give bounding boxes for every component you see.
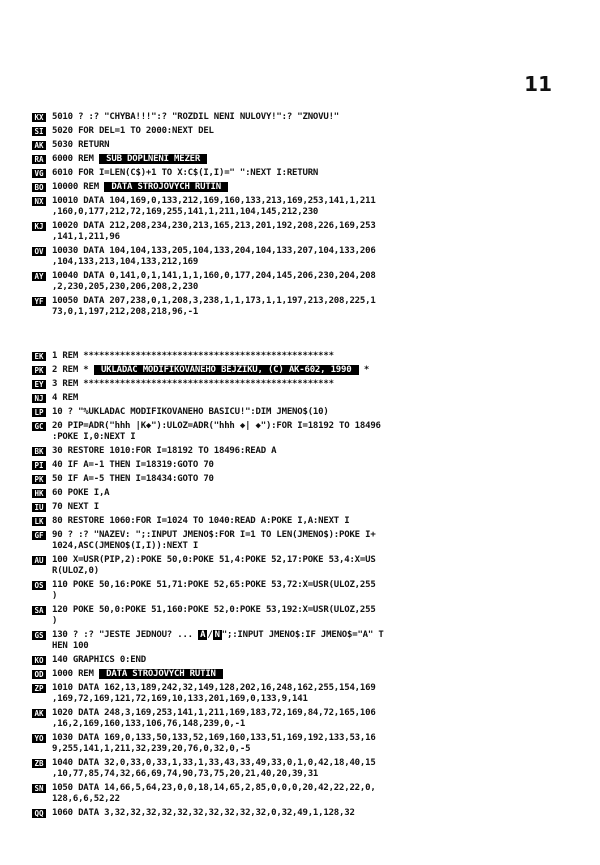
code-line <box>32 474 568 485</box>
checksum-badge: OD <box>32 670 46 679</box>
code-fragment: 10010 DATA 104,169,0,133,212,169,160,133,213,169,253,141,1,211 ,160,0,177,212,72,169,255,141,1,211,104,145,212,230 <box>52 196 376 217</box>
code-line <box>32 733 568 755</box>
code-line <box>32 168 568 179</box>
code-line <box>32 783 568 805</box>
checksum-badge: GC <box>32 422 46 431</box>
code-fragment: 1060 DATA 3,32,32,32,32,32,32,32,32,32,32,0,32,49,1,128,32 <box>52 808 355 818</box>
inverse-text: N <box>214 630 220 640</box>
code-text <box>52 502 568 513</box>
checksum-badge: GS <box>32 631 46 640</box>
checksum-badge: HK <box>32 489 46 498</box>
code-fragment: 1010 DATA 162,13,189,242,32,149,128,202,16,248,162,255,154,169 ,169,72,169,121,72,169,10,133,201,169,0,133,9,141 <box>52 683 376 704</box>
checksum-badge: OV <box>32 247 46 256</box>
checksum-badge: AU <box>32 556 46 565</box>
code-line <box>32 271 568 293</box>
code-text <box>52 379 568 390</box>
code-text <box>52 221 568 243</box>
code-fragment: 3 REM ************************************************ <box>52 379 334 389</box>
code-fragment: 70 NEXT I <box>52 502 99 512</box>
code-line <box>32 421 568 443</box>
code-fragment: 140 GRAPHICS 0:END <box>52 655 146 665</box>
checksum-badge: ZP <box>32 684 46 693</box>
inverse-text: UKLADAC MODIFIKOVANEHO BEJZIKU, (C) AK-602, 1990 <box>95 365 357 375</box>
code-text <box>52 460 568 471</box>
code-text <box>52 516 568 527</box>
code-line <box>32 655 568 666</box>
code-text <box>52 365 568 376</box>
code-text <box>52 808 568 819</box>
checksum-badge: LK <box>32 517 46 526</box>
checksum-badge: VG <box>32 169 46 178</box>
code-line <box>32 808 568 819</box>
code-fragment: 130 ? :? "JESTE JEDNOU? ... <box>52 630 199 640</box>
code-line <box>32 126 568 137</box>
code-fragment: 1000 REM <box>52 669 99 679</box>
code-line <box>32 630 568 652</box>
code-line <box>32 196 568 218</box>
checksum-badge: KJ <box>32 222 46 231</box>
code-text <box>52 271 568 293</box>
code-line <box>32 460 568 471</box>
checksum-badge: QQ <box>32 809 46 818</box>
checksum-badge: BO <box>32 183 46 192</box>
code-text <box>52 112 568 123</box>
code-line <box>32 502 568 513</box>
checksum-badge: PI <box>32 461 46 470</box>
checksum-badge: AK <box>32 709 46 718</box>
code-fragment: 4 REM <box>52 393 79 403</box>
code-fragment: 10 ? "%UKLADAC MODIFIKOVANEHO BASICU!":DIM JMENO$(10) <box>52 407 329 417</box>
code-line <box>32 351 568 362</box>
code-fragment: 30 RESTORE 1010:FOR I=18192 TO 18496:READ A <box>52 446 277 456</box>
checksum-badge: EK <box>32 352 46 361</box>
code-text <box>52 126 568 137</box>
code-fragment: 10030 DATA 104,104,133,205,104,133,204,104,133,207,104,133,206 ,104,133,213,104,133,212,169 <box>52 246 376 267</box>
code-text <box>52 783 568 805</box>
code-fragment: 6000 REM <box>52 154 99 164</box>
checksum-badge: OS <box>32 581 46 590</box>
checksum-badge: PK <box>32 366 46 375</box>
code-fragment: 110 POKE 50,16:POKE 51,71:POKE 52,65:POKE 53,72:X=USR(ULOZ,255 ) <box>52 580 376 601</box>
code-line <box>32 365 568 376</box>
inverse-text: SUB DOPLNENI MEZER <box>100 154 206 164</box>
code-text <box>52 182 568 193</box>
code-text <box>52 421 568 443</box>
code-line <box>32 154 568 165</box>
program-listing-1 <box>32 112 568 321</box>
code-text <box>52 733 568 755</box>
checksum-badge: AY <box>32 272 46 281</box>
code-fragment: 10000 REM <box>52 182 105 192</box>
inverse-text: DATA STROJOVYCH RUTIN <box>100 669 221 679</box>
code-line <box>32 246 568 268</box>
code-fragment: 1030 DATA 169,0,133,50,133,52,169,160,133,51,169,192,133,53,16 9,255,141,1,211,32,239,20,76,0,32,0,-5 <box>52 733 376 754</box>
code-text <box>52 154 568 165</box>
code-line <box>32 379 568 390</box>
code-text <box>52 196 568 218</box>
code-fragment: 5030 RETURN <box>52 140 110 150</box>
checksum-badge: LP <box>32 408 46 417</box>
code-line <box>32 221 568 243</box>
checksum-badge: BK <box>32 447 46 456</box>
code-fragment: 10020 DATA 212,208,234,230,213,165,213,201,192,208,226,169,253 ,141,1,211,96 <box>52 221 376 242</box>
code-line <box>32 708 568 730</box>
code-fragment: / <box>207 630 213 640</box>
code-fragment: 1020 DATA 248,3,169,253,141,1,211,169,183,72,169,84,72,165,106 ,16,2,169,160,133,106,76,148,239,0,-1 <box>52 708 376 729</box>
inverse-text: A <box>200 630 206 640</box>
code-text <box>52 296 568 318</box>
code-text <box>52 168 568 179</box>
code-fragment: 60 POKE I,A <box>52 488 110 498</box>
code-fragment: 100 X=USR(PIP,2):POKE 50,0:POKE 51,4:POKE 52,17:POKE 53,4:X=US R(ULOZ,0) <box>52 555 376 576</box>
checksum-badge: GF <box>32 531 46 540</box>
code-line <box>32 488 568 499</box>
code-text <box>52 669 568 680</box>
page-number: 11 <box>524 72 552 96</box>
program-listing-2 <box>32 351 568 822</box>
code-text <box>52 246 568 268</box>
code-line <box>32 112 568 123</box>
code-fragment: 2 REM * <box>52 365 94 375</box>
checksum-badge: RA <box>32 155 46 164</box>
code-text <box>52 605 568 627</box>
code-text <box>52 474 568 485</box>
code-fragment: 80 RESTORE 1060:FOR I=1024 TO 1040:READ A:POKE I,A:NEXT I <box>52 516 350 526</box>
code-text <box>52 393 568 404</box>
code-text <box>52 446 568 457</box>
code-fragment: 10040 DATA 0,141,0,1,141,1,1,160,0,177,204,145,206,230,204,208 ,2,230,205,230,206,208,2,230 <box>52 271 376 292</box>
code-line <box>32 758 568 780</box>
code-line <box>32 407 568 418</box>
checksum-badge: NX <box>32 197 46 206</box>
code-line <box>32 530 568 552</box>
code-fragment: 1040 DATA 32,0,33,0,33,1,33,1,33,43,33,49,33,0,1,0,42,18,40,15 ,10,77,85,74,32,66,69,74,90,73,75,20,21,40,20,39,31 <box>52 758 376 779</box>
checksum-badge: NJ <box>32 394 46 403</box>
checksum-badge: PK <box>32 475 46 484</box>
code-text <box>52 555 568 577</box>
inverse-text: DATA STROJOVYCH RUTIN <box>106 182 227 192</box>
checksum-badge: ZB <box>32 759 46 768</box>
code-fragment: 5020 FOR DEL=1 TO 2000:NEXT DEL <box>52 126 214 136</box>
checksum-badge: IU <box>32 503 46 512</box>
code-text <box>52 655 568 666</box>
code-fragment: 90 ? :? "NAZEV: ";:INPUT JMENO$:FOR I=1 TO LEN(JMENO$):POKE I+ 1024,ASC(JMENO$(I,I)):NEXT I <box>52 530 376 551</box>
code-line <box>32 555 568 577</box>
code-line <box>32 140 568 151</box>
code-text <box>52 488 568 499</box>
code-fragment: 40 IF A=-1 THEN I=18319:GOTO 70 <box>52 460 214 470</box>
code-text <box>52 140 568 151</box>
code-line <box>32 580 568 602</box>
code-line <box>32 669 568 680</box>
code-line <box>32 446 568 457</box>
code-fragment: 5010 ? :? "CHYBA!!!":? "ROZDIL NENI NULOVY!":? "ZNOVU!" <box>52 112 340 122</box>
checksum-badge: EY <box>32 380 46 389</box>
code-text <box>52 630 568 652</box>
code-line <box>32 516 568 527</box>
code-text <box>52 351 568 362</box>
code-text <box>52 683 568 705</box>
checksum-badge: KO <box>32 656 46 665</box>
checksum-badge: YO <box>32 734 46 743</box>
code-text <box>52 580 568 602</box>
checksum-badge: KX <box>32 113 46 122</box>
code-fragment: 1 REM ************************************************ <box>52 351 334 361</box>
code-text <box>52 407 568 418</box>
code-text <box>52 530 568 552</box>
checksum-badge: AK <box>32 141 46 150</box>
code-fragment: 120 POKE 50,0:POKE 51,160:POKE 52,0:POKE 53,192:X=USR(ULOZ,255 ) <box>52 605 376 626</box>
code-fragment: 20 PIP=ADR("hhh |K◆"):ULOZ=ADR("hhh ◆| ◆"):FOR I=18192 TO 18496 :POKE I,0:NEXT I <box>52 421 381 442</box>
code-line <box>32 605 568 627</box>
code-fragment: 10050 DATA 207,238,0,1,208,3,238,1,1,173,1,1,197,213,208,225,1 73,0,1,197,212,208,218,96,-1 <box>52 296 376 317</box>
code-line <box>32 296 568 318</box>
code-fragment: 1050 DATA 14,66,5,64,23,0,0,18,14,65,2,85,0,0,0,20,42,22,22,0, 128,6,6,52,22 <box>52 783 376 804</box>
code-text <box>52 758 568 780</box>
code-fragment: ";:INPUT JMENO$:IF JMENO$="A" T HEN 100 <box>52 630 384 651</box>
checksum-badge: SA <box>32 606 46 615</box>
code-fragment: 50 IF A=-5 THEN I=18434:GOTO 70 <box>52 474 214 484</box>
code-line <box>32 393 568 404</box>
code-fragment: * <box>358 365 370 375</box>
code-fragment: 6010 FOR I=LEN(C$)+1 TO X:C$(I,I)=" ":NEXT I:RETURN <box>52 168 319 178</box>
checksum-badge: SI <box>32 127 46 136</box>
code-line <box>32 182 568 193</box>
code-text <box>52 708 568 730</box>
checksum-badge: YF <box>32 297 46 306</box>
code-line <box>32 683 568 705</box>
checksum-badge: SN <box>32 784 46 793</box>
